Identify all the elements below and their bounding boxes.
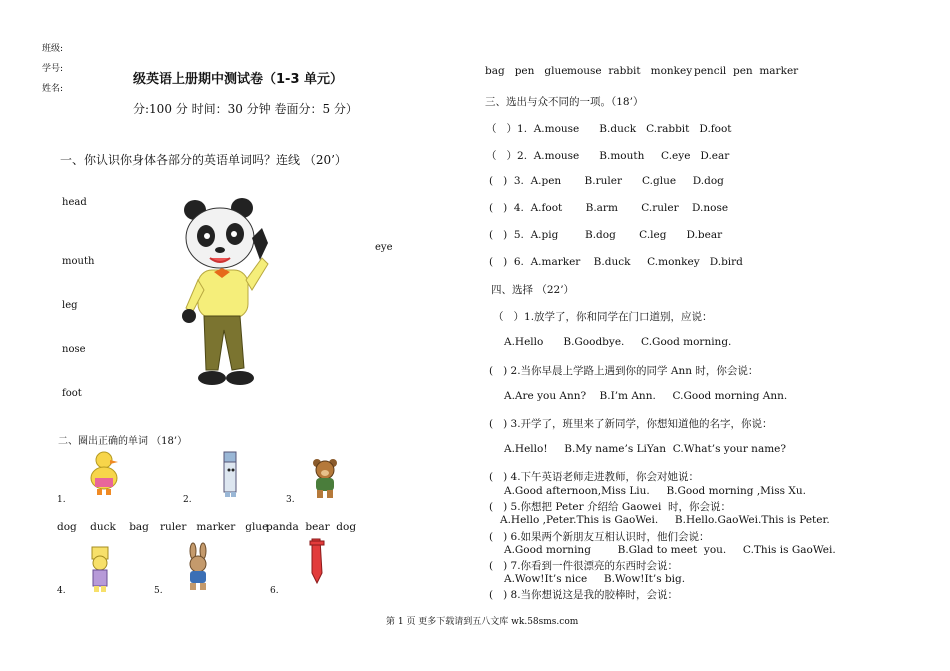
word-mouth: mouth [62,256,95,267]
section2-heading: 二、圈出正确的单词 （18’） [58,436,188,447]
section4-q1: （ ）1.放学了，你和同学在门口道别，应说： [493,311,713,323]
question-number-5: 5. [154,586,163,596]
duck-picture [86,450,122,496]
word-foot: foot [62,388,82,399]
section4-q7: ( ) 7.你看到一件很漂亮的东西时会说： [489,560,679,572]
section3-item-1: （ ）1. A.mouse B.duck C.rabbit D.foot [486,123,732,135]
word-leg: leg [62,300,78,311]
section4-q5-options: A.Hello ,Peter.This is GaoWei. B.Hello.GaoWei.This is Peter. [500,514,830,526]
question-number-6: 6. [270,586,279,596]
section4-q2-options: A.Are you Ann? B.I’m Ann. C.Good morning Ann. [504,390,788,402]
word-eye: eye [375,242,393,253]
options-5: mouse rabbit monkey [567,65,693,77]
section4-q6: ( ) 6.如果两个新朋友互相认识时，他们会说： [489,531,710,543]
bear-picture [310,458,340,500]
section4-q4: ( ) 4.下午英语老师走进教师，你会对她说： [489,471,700,483]
page-title: 级英语上册期中测试卷（1-3 单元） [133,72,344,87]
section4-heading: 四、选择 （22’） [491,284,575,296]
rabbit-picture [182,543,214,593]
options-3: panda bear dog [266,521,357,533]
word-head: head [62,197,87,208]
section1-heading: 一、你认识你身体各部分的英语单词吗？连线 （20’） [60,153,347,167]
options-1: dog duck bag [57,521,149,533]
options-6: pencil pen marker [694,65,799,77]
panda-illustration [180,198,280,398]
question-number-2: 2. [183,495,192,505]
section4-q6-options: A.Good morning B.Glad to meet you. C.This is GaoWei. [504,544,836,556]
section3-item-5: ( ) 5. A.pig B.dog C.leg D.bear [489,229,723,241]
section4-q5: ( ) 5.你想把 Peter 介绍给 Gaowei 时，你会说： [489,501,732,513]
class-label: 班级: [42,44,64,54]
name-label: 姓名: [42,84,64,94]
pig-picture [88,545,112,593]
section3-item-2: （ ）2. A.mouse B.mouth C.eye D.ear [486,150,730,162]
section3-item-3: ( ) 3. A.pen B.ruler C.glue D.dog [489,175,724,187]
section4-q4-options: A.Good afternoon,Miss Liu. B.Good morning ,Miss Xu. [504,485,806,497]
options-2: ruler marker glue [160,521,269,533]
question-number-3: 3. [286,495,295,505]
question-number-1: 1. [57,495,66,505]
pen-picture [306,537,328,585]
section4-q8: ( ) 8.当你想说这是我的胶棒时，会说： [489,589,679,601]
section4-q3-options: A.Hello! B.My name’s LiYan C.What’s your name? [504,443,787,455]
section3-item-4: ( ) 4. A.foot B.arm C.ruler D.nose [489,202,729,214]
marker-picture [220,450,242,498]
section3-heading: 三、选出与众不同的一项。（18’） [485,96,644,108]
section4-q1-options: A.Hello B.Goodbye. C.Good morning. [504,336,732,348]
score-info: 分:100 分 时间：30 分钟 卷面分：5 分） [133,102,358,116]
word-nose: nose [62,344,86,355]
section4-q7-options: A.Wow!It’s nice B.Wow!It’s big. [504,573,686,585]
section3-item-6: ( ) 6. A.marker B.duck C.monkey D.bird [489,256,743,268]
section4-q3: ( ) 3.开学了，班里来了新同学，你想知道他的名字，你说： [489,418,773,430]
options-4: bag pen glue [485,65,568,77]
page-footer: 第 1 页 更多下载请到五八文库 wk.58sms.com [386,617,579,627]
section4-q2: ( ) 2.当你早晨上学路上遇到你的同学 Ann 时，你会说： [489,365,759,377]
question-number-4: 4. [57,586,66,596]
student-id-label: 学号: [42,64,64,74]
